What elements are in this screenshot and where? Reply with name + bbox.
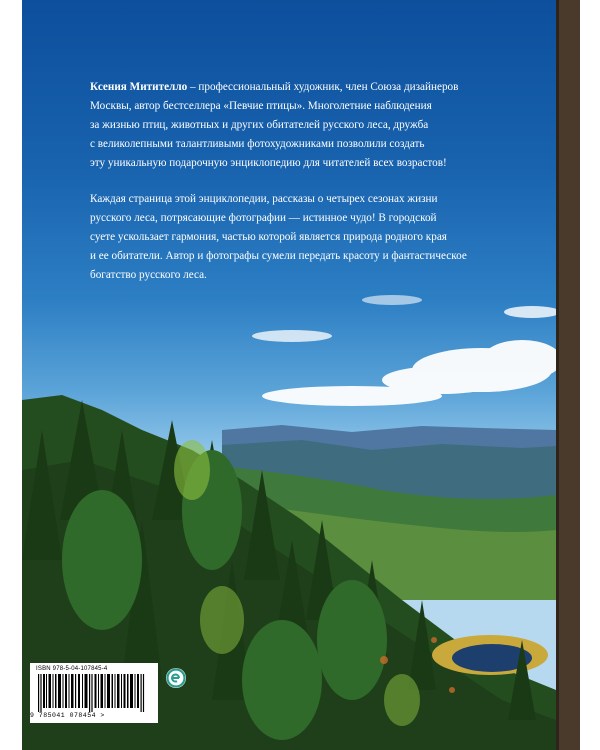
bio-line-2: Москвы, автор бестселлера «Певчие птицы». Многолетние наблюдения — [90, 100, 432, 112]
barcode-digits — [30, 712, 158, 719]
spine-edge — [556, 0, 559, 750]
author-name: Ксения Митителло — [90, 81, 188, 93]
bio-line-1: – профессиональный художник, член Союза дизайнеров — [187, 81, 459, 93]
description-line-5: богатство русского леса. — [90, 269, 207, 281]
isbn-label: ISBN 978-5-04-107845-4 — [36, 666, 108, 672]
publisher-logo-glyph — [166, 668, 186, 688]
bio-line-4: с великолепными талантливыми фотохудожниками позволили создать — [90, 138, 425, 150]
description-line-4: и ее обитатели. Автор и фотографы сумели передать красоту и фантастическое — [90, 250, 467, 262]
book-description-paragraph — [90, 190, 550, 285]
description-line-2: русского леса, потрясающие фотографии — истинное чудо! В городской — [90, 212, 437, 224]
bio-line-3: за жизнью птиц, животных и других обитателей русского леса, дружба — [90, 119, 429, 131]
description-line-1: Каждая страница этой энциклопедии, рассказы о четырех сезонах жизни — [90, 193, 438, 205]
page-margin — [580, 0, 600, 750]
book-spine — [556, 0, 580, 750]
description-line-3: суете ускользает гармония, частью которой является природа родного края — [90, 231, 447, 243]
bio-line-5: эту уникальную подарочную энциклопедию для читателей всех возрастов! — [90, 157, 447, 169]
barcode-addon-marker: > — [100, 712, 105, 719]
author-bio-paragraph — [90, 78, 550, 173]
barcode-number: 9 785041 078454 — [30, 712, 97, 719]
publisher-logo-icon — [166, 668, 186, 688]
barcode-icon — [38, 674, 150, 712]
back-cover — [22, 0, 556, 750]
